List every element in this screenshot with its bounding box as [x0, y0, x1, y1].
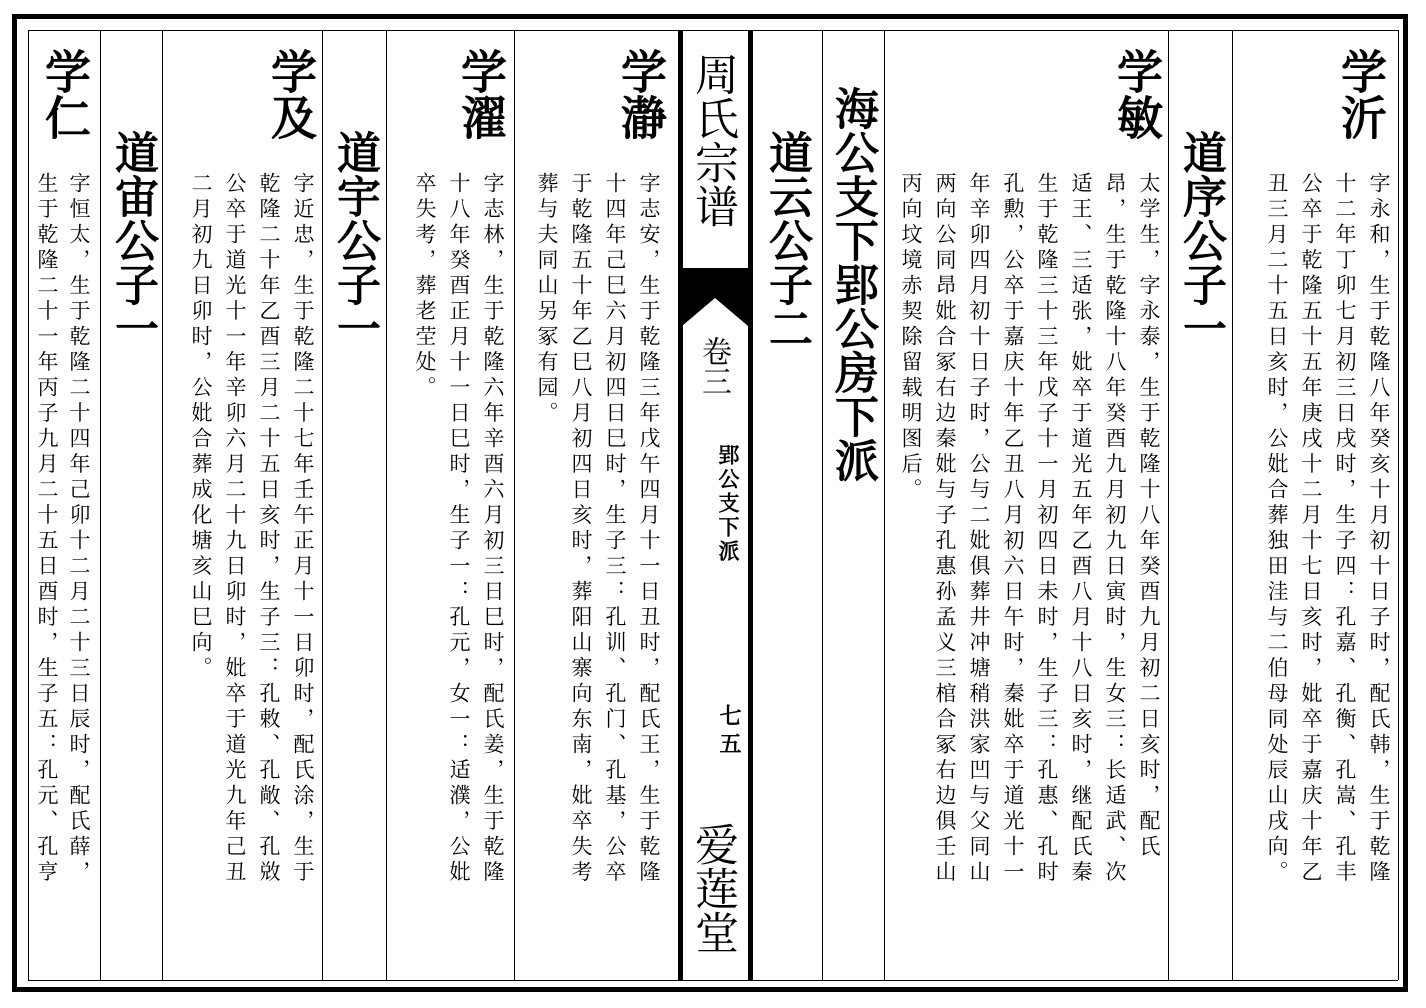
entry-line: 孔勲，公卒于嘉庆十年乙丑八月初六日午时，秦妣卒于道光十一 — [1001, 172, 1025, 886]
column-rule — [100, 30, 101, 980]
top-rule — [28, 30, 1398, 31]
hall-name: 爱莲堂 — [687, 822, 738, 954]
entry-line: 字近忠，生于乾隆二十七年壬午正月十一日卯时，配氏涂，生于 — [291, 172, 315, 886]
father-heading-dao-yun: 道云公子二 — [761, 130, 812, 350]
column-rule — [28, 30, 29, 980]
entry-line: 适王、三适张，妣卒于道光五年乙酉八月十八日亥时，继配氏秦 — [1069, 172, 1093, 886]
column-rule — [1232, 30, 1233, 980]
entry-line: 乾隆二十年乙酉三月二十五日亥时，生子三：孔敕、孔敞、孔敚 — [257, 172, 281, 886]
center-fold-rule — [748, 30, 753, 980]
entry-line: 十八年癸酉正月十一日巳时，生子一：孔元，女一：适濮，公妣 — [447, 172, 471, 886]
father-heading-dao-zhou: 道宙公子一 — [107, 130, 158, 350]
person-name-xue-min: 学敏 — [1110, 48, 1164, 140]
column-rule — [1398, 30, 1399, 980]
column-rule — [162, 30, 163, 980]
column-rule — [884, 30, 885, 980]
page-number: 七五 — [716, 704, 742, 760]
entry-line: 丙向坟境赤契除留载明图后。 — [899, 172, 923, 504]
entry-line: 字志林，生于乾隆六年辛酉六月初三日巳时，配氏姜，生于乾隆 — [481, 172, 505, 886]
column-rule — [322, 30, 323, 980]
entry-line: 于乾隆五十年乙巳八月初四日亥时，葬阳山寨向东南，妣卒失考 — [569, 172, 593, 886]
entry-line: 字永和，生于乾隆八年癸亥十月初十日子时，配氏韩，生于乾隆 — [1367, 172, 1391, 886]
book-title: 周氏宗谱 — [687, 52, 738, 228]
entry-line: 十二年丁卯七月初三日戌时，生子四：孔嘉、孔衡、孔嵩、孔丰 — [1333, 172, 1357, 886]
column-rule — [514, 30, 515, 980]
person-name-xue-ji: 学及 — [264, 48, 318, 140]
person-name-xue-xing: 学瀞 — [614, 48, 668, 140]
entry-line: 公卒于乾隆五十五年庚戌十二月十七日亥时，妣卒于嘉庆十年乙 — [1299, 172, 1323, 886]
entry-line: 生于乾隆二十一年丙子九月二十五日酉时，生子五：孔元、孔亨 — [35, 172, 59, 886]
entry-line: 公卒于道光十一年辛卯六月二十九日卯时，妣卒于道光九年己丑 — [223, 172, 247, 886]
father-heading-dao-xu: 道序公子一 — [1175, 130, 1226, 350]
person-name-xue-zhuo: 学濯 — [454, 48, 508, 140]
entry-line: 生于乾隆三十三年戊子十一月初四日未时，生子三：孔惠、孔时 — [1035, 172, 1059, 886]
entry-line: 年辛卯四月初十日子时，公与二妣俱葬井冲塘稍洪家凹与父同山 — [967, 172, 991, 886]
section-label: 郢公支下派 — [716, 444, 741, 564]
person-name-xue-ren: 学仁 — [38, 48, 92, 140]
entry-line: 卒失考，葬老茔处。 — [413, 172, 437, 402]
entry-line: 丑三月二十五日亥时，公妣合葬独田洼与二伯母同处辰山戌向。 — [1265, 172, 1289, 886]
entry-line: 昂，生于乾隆十八年癸酉九月初九日寅时，生女三：长适武、次 — [1103, 172, 1127, 886]
entry-line: 两向公同昂妣合冢右边秦妣与子孔惠孙孟义三棺合冢右边俱壬山 — [933, 172, 957, 886]
entry-line: 十四年己巳六月初四日巳时，生子三：孔训、孔门、孔基，公卒 — [603, 172, 627, 886]
entry-line: 葬与夫同山另冢有园。 — [535, 172, 559, 427]
volume-label: 卷三 — [696, 336, 731, 396]
entry-line: 二月初九日卯时，公妣合葬成化塘亥山巳向。 — [189, 172, 213, 682]
entry-line: 字恒太，生于乾隆二十四年己卯十二月二十三日辰时，配氏薛， — [67, 172, 91, 886]
father-heading-dao-yu: 道宇公子一 — [329, 130, 380, 350]
bottom-rule — [28, 980, 1398, 981]
center-fold-rule — [678, 30, 683, 980]
column-rule — [1168, 30, 1169, 980]
column-rule — [386, 30, 387, 980]
branch-heading: 海公支下郢公房下派 — [827, 86, 878, 482]
entry-line: 字志安，生于乾隆三年戊午四月十一日丑时，配氏王，生于乾隆 — [637, 172, 661, 886]
column-rule — [822, 30, 823, 980]
fishtail-ornament — [682, 268, 748, 328]
person-name-xue-qi: 学沂 — [1334, 48, 1388, 140]
entry-line: 太学生，字永泰，生于乾隆十八年癸酉九月初二日亥时，配氏 — [1137, 172, 1161, 861]
